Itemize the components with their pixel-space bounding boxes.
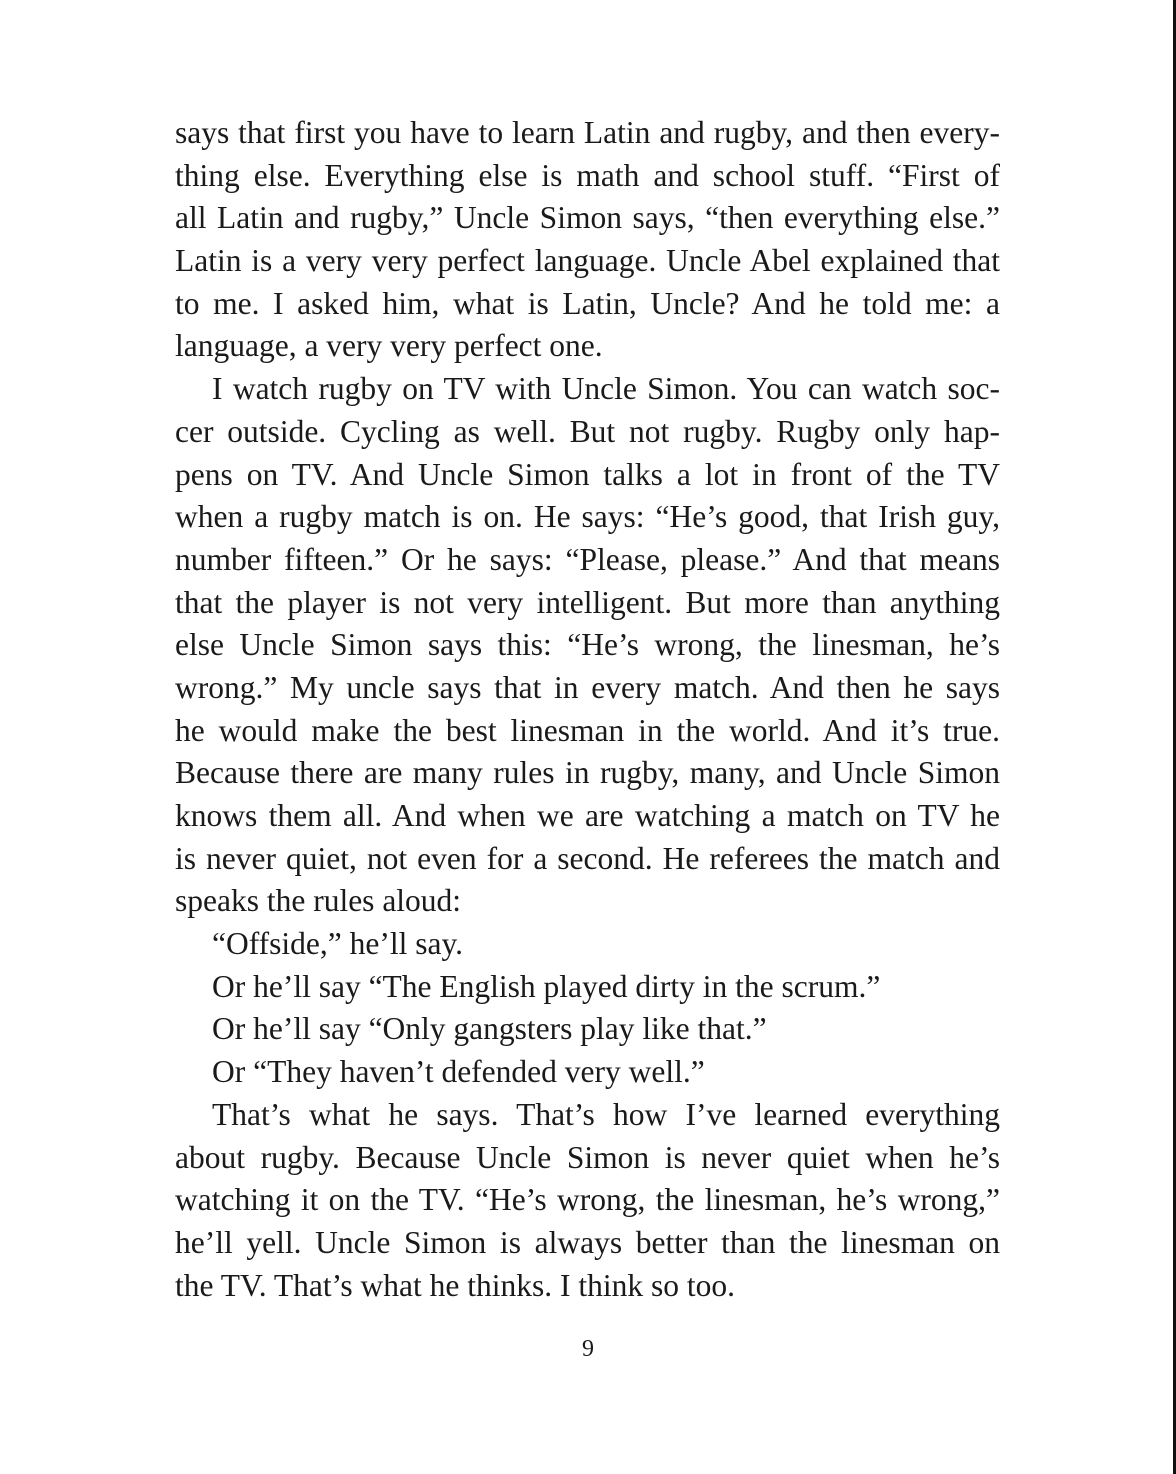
text-line: Or he’ll say “Only gangsters play like that.” — [212, 1011, 767, 1047]
text-line: he’ll yell. Uncle Simon is always better than the linesman on — [175, 1224, 1000, 1260]
text-line: that the player is not very intelligent. But more than anything — [175, 584, 1000, 620]
text-line: “Offside,” he’ll say. — [212, 926, 464, 962]
text-line: Or “They haven’t defended very well.” — [212, 1054, 705, 1090]
text-line: I watch rugby on TV with Uncle Simon. You can watch soc- — [212, 371, 1000, 407]
text-line: knows them all. And when we are watching a match on TV he — [175, 798, 1000, 833]
text-line: cer outside. Cycling as well. But not rugby. Rugby only hap- — [175, 413, 1000, 449]
text-line: he would make the best linesman in the world. And it’s true. — [175, 712, 1000, 748]
text-line: number fifteen.” Or he says: “Please, please.” And that means — [175, 541, 1000, 577]
text-line: That’s what he says. That’s how I’ve learned everything — [212, 1096, 1000, 1132]
text-line: Because there are many rules in rugby, many, and Uncle Simon — [175, 755, 1000, 791]
text-line: to me. I asked him, what is Latin, Uncle? And he told me: a — [175, 285, 1000, 321]
text-line: the TV. That’s what he thinks. I think so too. — [175, 1267, 735, 1303]
text-line: is never quiet, not even for a second. He referees the match and — [175, 840, 1000, 876]
text-line: else Uncle Simon says this: “He’s wrong, the linesman, he’s — [175, 627, 1000, 663]
text-line: watching it on the TV. “He’s wrong, the linesman, he’s wrong,” — [175, 1182, 1000, 1218]
text-line: language, a very very perfect one. — [175, 328, 603, 364]
text-line: thing else. Everything else is math and school stuff. “First of — [175, 157, 1000, 193]
text-line: about rugby. Because Uncle Simon is never quiet when he’s — [175, 1139, 1000, 1175]
text-line: Latin is a very very perfect language. Uncle Abel explained that — [175, 243, 1000, 279]
page-number: 9 — [582, 1336, 594, 1362]
text-line: all Latin and rugby,” Uncle Simon says, “then everything else.” — [175, 200, 1000, 236]
text-line: says that first you have to learn Latin and rugby, and then every- — [175, 115, 1000, 150]
text-line: pens on TV. And Uncle Simon talks a lot in front of the TV — [175, 456, 1000, 492]
text-line: speaks the rules aloud: — [175, 883, 462, 919]
text-line: when a rugby match is on. He says: “He’s good, that Irish guy, — [175, 499, 1000, 535]
body-text — [175, 112, 1000, 1307]
text-line: Or he’ll say “The English played dirty in the scrum.” — [212, 968, 881, 1004]
text-line: wrong.” My uncle says that in every match. And then he says — [175, 669, 1000, 705]
